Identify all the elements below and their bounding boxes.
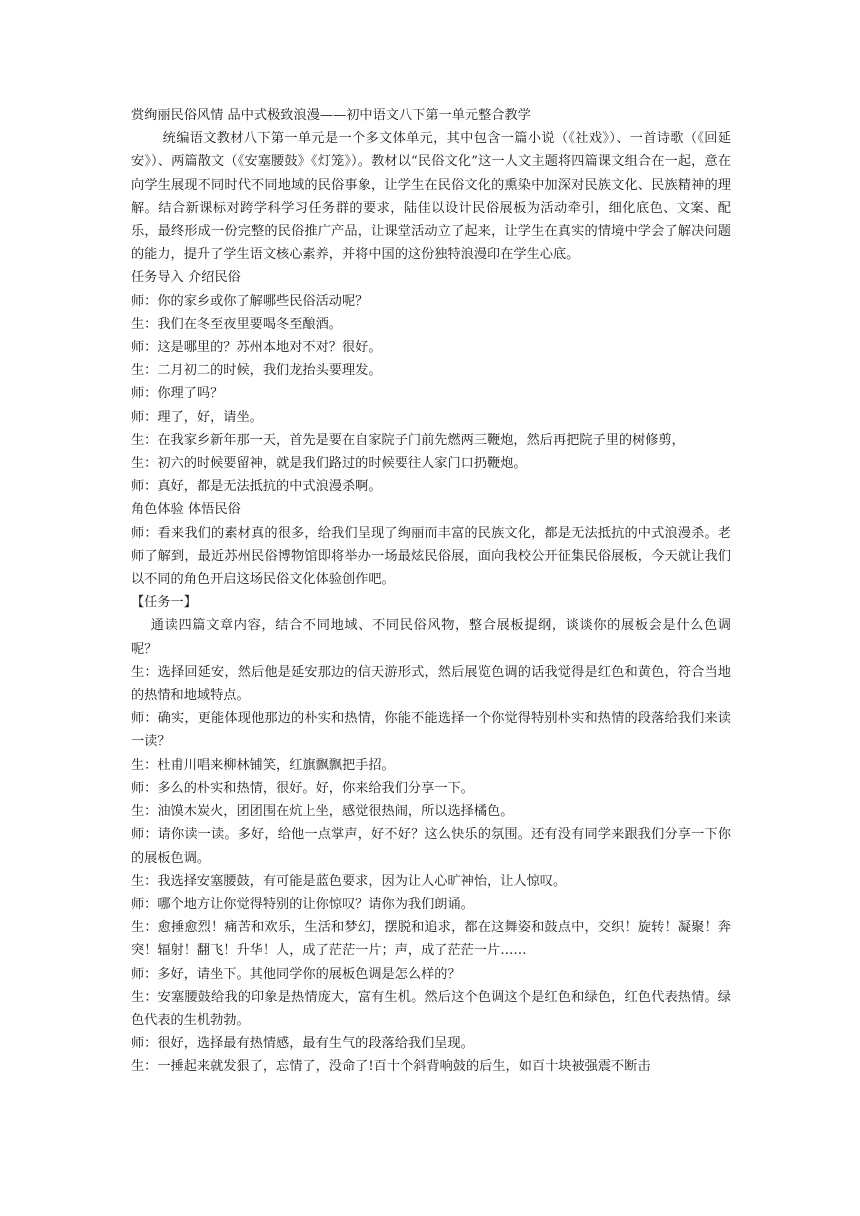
dialogue-line: 师：确实，更能体现他那边的朴实和热情，你能不能选择一个你觉得特别朴实和热情的段落给我们来读一读？ [131, 711, 731, 750]
section-heading-task-intro: 任务导入 介绍民俗 [131, 270, 241, 286]
task-one-prompt: 通读四篇文章内容，结合不同地域、不同民俗风物，整合展板提纲，谈谈你的展板会是什么色调呢？ [131, 618, 731, 657]
dialogue-line: 师：多么的朴实和热情，很好。好，你来给我们分享一下。 [131, 780, 474, 796]
dialogue-line: 生：初六的时候要留神，就是我们路过的时候要往人家门口扔鞭炮。 [131, 456, 527, 472]
dialogue-line: 师：多好，请坐下。其他同学你的展板色调是怎么样的？ [131, 966, 461, 982]
dialogue-line: 师：你的家乡或你了解哪些民俗活动呢？ [131, 293, 369, 309]
dialogue-line: 师：理了，好，请坐。 [131, 409, 263, 425]
dialogue-line: 生：一捶起来就发狠了，忘情了，没命了!百十个斜背响鼓的后生，如百十块被强震不断击 [131, 1059, 651, 1075]
dialogue-line: 师：真好，都是无法抵抗的中式浪漫杀啊。 [131, 479, 382, 495]
dialogue-line: 生：愈捶愈烈！痛苦和欢乐，生活和梦幻，摆脱和追求，都在这舞姿和鼓点中，交织！旋转！凝聚！奔突！辐射！翻飞！升华！人，成了茫茫一片；声，成了茫茫一片…… [131, 920, 731, 959]
dialogue-line: 师：这是哪里的？苏州本地对不对？很好。 [131, 340, 382, 356]
dialogue-line: 师：请你读一读。多好，给他一点掌声，好不好？这么快乐的氛围。还有没有同学来跟我们分享一下你的展板色调。 [131, 827, 731, 866]
section-heading-role-experience: 角色体验 体悟民俗 [131, 502, 241, 518]
dialogue-line: 师：哪个地方让你觉得特别的让你惊叹？请你为我们朗诵。 [131, 896, 474, 912]
dialogue-line: 生：二月初二的时候，我们龙抬头要理发。 [131, 363, 382, 379]
dialogue-line: 生：油馍木炭火，团团围在炕上坐，感觉很热闹，所以选择橘色。 [131, 804, 514, 820]
document-title: 赏绚丽民俗风情 品中式极致浪漫——初中语文八下第一单元整合教学 [131, 108, 531, 123]
dialogue-line: 生：我们在冬至夜里要喝冬至酿酒。 [131, 316, 342, 332]
dialogue-line: 生：安塞腰鼓给我的印象是热情庞大，富有生机。然后这个色调这个是红色和绿色，红色代表热情。绿色代表的生机勃勃。 [131, 989, 731, 1028]
dialogue-line: 师：很好，选择最有热情感，最有生气的段落给我们呈现。 [131, 1036, 474, 1052]
document-page [131, 104, 731, 1079]
task-one-heading: 【任务一】 [131, 595, 197, 611]
dialogue-line: 师：你理了吗？ [131, 386, 224, 402]
dialogue-line: 师：看来我们的素材真的很多，给我们呈现了绚丽而丰富的民族文化，都是无法抵抗的中式浪漫杀。老师了解到，最近苏州民俗博物馆即将举办一场最炫民俗展，面向我校公开征集民俗展板，今天就让我们以不同的角色开启这场民俗文化体验创作吧。 [131, 525, 731, 588]
dialogue-line: 生：我选择安塞腰鼓，有可能是蓝色要求，因为让人心旷神怡，让人惊叹。 [131, 873, 567, 889]
intro-paragraph: 统编语文教材八下第一单元是一个多文体单元，其中包含一篇小说（《社戏》）、一首诗歌（《回延安》）、两篇散文（《安塞腰鼓》《灯笼》）。教材以“民俗文化”这一人文主题将四篇课文组合在一起，意在向学生展现不同时代不同地域的民俗事象，让学生在民俗文化的熏染中加深对民族文化、民族精神的理解。结合新课标对跨学科学习任务群的要求，陆佳以设计民俗展板为活动牵引，细化底色、文案、配乐，最终形成一份完整的民俗推广产品，让课堂活动立了起来，让学生在真实的情境中学会了解决问题的能力，提升了学生语文核心素养，并将中国的这份独特浪漫印在学生心底。 [131, 131, 731, 263]
dialogue-line: 生：选择回延安，然后他是延安那边的信天游形式，然后展览色调的话我觉得是红色和黄色，符合当地的热情和地域特点。 [131, 664, 731, 704]
dialogue-line: 生：杜甫川唱来柳林铺笑，红旗飘飘把手招。 [131, 757, 395, 773]
dialogue-line: 生：在我家乡新年那一天，首先是要在自家院子门前先燃两三鞭炮，然后再把院子里的树修剪， [131, 432, 685, 448]
